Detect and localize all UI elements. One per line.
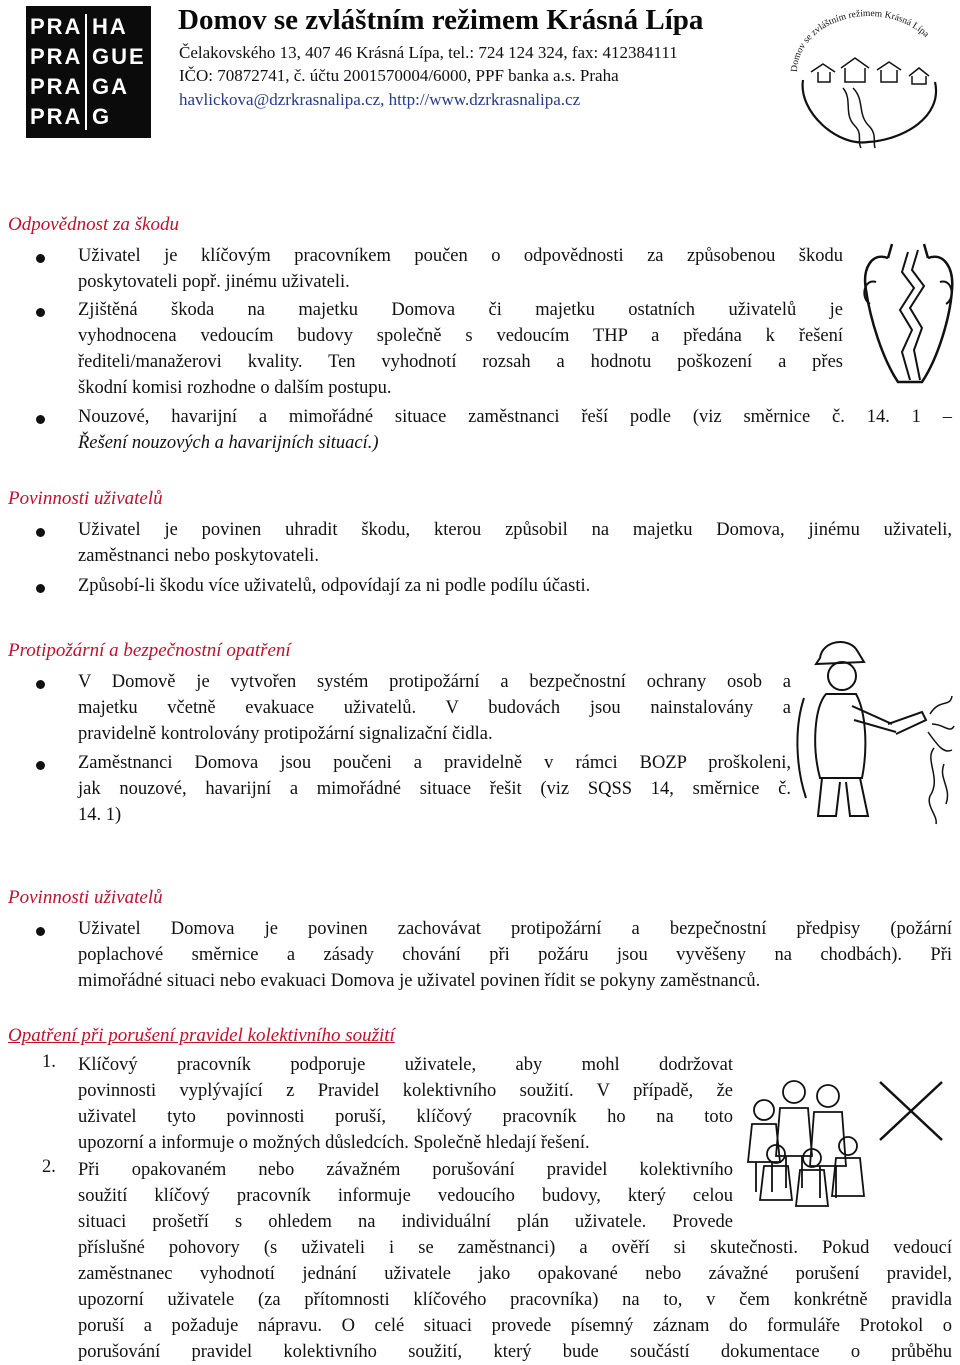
text-line: upozorní a informuje o možných důsledcích. Společně hledají řešení. <box>78 1133 590 1153</box>
ico-line: IČO: 70872741, č. účtu 2001570004/6000, PPF banka a.s. Praha <box>179 66 619 85</box>
bullet-dot <box>36 415 45 424</box>
text-line: poplachové směrnice a zásady chování při požáru jsou vyvěšeny na chodbách). Při <box>78 945 952 965</box>
logo-text: GA <box>92 74 129 99</box>
text-line: situaci prošetří s ohledem na individuální plán uživatele. Provede <box>78 1212 733 1232</box>
text-line: mimořádné situaci nebo evakuaci Domova je uživatel povinen řídit se pokyny zaměstnanců. <box>78 971 761 991</box>
seal-text: Domov se zvláštním režimem Krásná Lípa <box>789 8 931 73</box>
text-line: Způsobí-li škodu více uživatelů, odpovídají za ni podle podílu účasti. <box>78 576 591 596</box>
text-line: zaměstnanci nebo poskytovateli. <box>78 546 319 566</box>
text-line: V Domově je vytvořen systém protipožární a bezpečnostní ochrany osob a <box>78 672 791 692</box>
institution-title: Domov se zvláštním režimem Krásná Lípa <box>178 4 704 36</box>
text-line: řediteli/manažerovi kvality. Ten vyhodnotí rozsah a hodnotu poškození a přes <box>78 352 843 372</box>
text-line: 14. 1) <box>78 805 122 825</box>
text-line: uživatel tyto povinnosti poruší, klíčový pracovník ho na toto <box>78 1107 733 1127</box>
text-line: Nouzové, havarijní a mimořádné situace zaměstnanci řeší podle (viz směrnice č. 14. 1 – <box>78 407 952 427</box>
text-line: soužití klíčový pracovník informuje vedoucího budovy, který celou <box>78 1186 733 1206</box>
logo-text: HA <box>92 14 128 39</box>
text-line: Uživatel je klíčovým pracovníkem poučen o odpovědnosti za způsobenou škodu <box>78 246 843 266</box>
text-line: poruší a požaduje nápravu. O celé situaci provede písemný záznam do formuláře Protokol o <box>78 1316 952 1336</box>
logo-text: PRA <box>30 44 83 69</box>
text-line: Zjištěná škoda na majetku Domova či majetku ostatních uživatelů je <box>78 300 843 320</box>
logo-text: G <box>92 104 112 129</box>
text-line: upozorní uživatele (za přítomnosti klíčového pracovníka) na to, v čem konkrétně pravidla <box>78 1290 952 1310</box>
text-line: poskytovateli popř. jinému uživateli. <box>78 272 350 292</box>
group-of-people-illustration <box>742 1062 954 1212</box>
section-heading-liability: Odpovědnost za škodu <box>8 214 179 235</box>
text-line: Při opakovaném nebo závažném porušování pravidel kolektivního <box>78 1160 733 1180</box>
text-line: příslušné pohovory (s uživateli i se zaměstnanci) a ověří si skutečnosti. Pokud vedoucí <box>78 1238 952 1258</box>
broken-vase-illustration <box>858 238 958 388</box>
bullet-dot <box>36 308 45 317</box>
praha-logo <box>26 6 151 138</box>
contact-line[interactable]: havlickova@dzrkrasnalipa.cz, http://www.dzrkrasnalipa.cz <box>179 90 581 109</box>
logo-text: PRA <box>30 104 83 129</box>
list-number: 2. <box>42 1157 56 1177</box>
section-heading-rule-violations: Opatření při porušení pravidel kolektivního soužití <box>8 1025 395 1046</box>
text-line: Uživatel je povinen uhradit škodu, kterou způsobil na majetku Domova, jinému uživateli, <box>78 520 952 540</box>
text-line: majetku včetně evakuace uživatelů. V budovách jsou nainstalovány a <box>78 698 791 718</box>
bullet-dot <box>36 254 45 263</box>
address-line: Čelakovského 13, 407 46 Krásná Lípa, tel.: 724 124 324, fax: 412384111 <box>179 43 678 62</box>
text-line: Řešení nouzových a havarijních situací.) <box>78 433 379 453</box>
text-line: Zaměstnanci Domova jsou poučeni a pravidelně v rámci BOZP proškoleni, <box>78 753 791 773</box>
text-line: jak nouzové, havarijní a mimořádné situace řešit (viz SQSS 14, směrnice č. <box>78 779 791 799</box>
bullet-dot <box>36 680 45 689</box>
section-heading-user-duties-fire: Povinnosti uživatelů <box>8 887 163 908</box>
bullet-dot <box>36 927 45 936</box>
section-heading-user-duties: Povinnosti uživatelů <box>8 488 163 509</box>
institution-seal <box>783 2 953 152</box>
text-line: vyhodnocena vedoucím budovy společně s vedoucím THP a předána k řešení <box>78 326 843 346</box>
text-line: povinnosti vyplývající z Pravidel kolektivního soužití. V případě, že <box>78 1081 733 1101</box>
bullet-dot <box>36 528 45 537</box>
text-line: Klíčový pracovník podporuje uživatele, aby mohl dodržovat <box>78 1055 733 1075</box>
firefighter-illustration <box>792 628 957 828</box>
logo-text: PRA <box>30 74 83 99</box>
bullet-dot <box>36 584 45 593</box>
bullet-dot <box>36 761 45 770</box>
logo-text: GUE <box>92 44 146 69</box>
text-line: škodní komisi rozhodne o dalším postupu. <box>78 378 392 398</box>
text-line: porušování pravidel kolektivního soužití, který bude součástí dokumentace o průběhu <box>78 1342 952 1362</box>
text-line: pravidelně kontrolovány protipožární signalizační čidla. <box>78 724 493 744</box>
logo-text: PRA <box>30 14 83 39</box>
text-line: zaměstnanec vyhodnotí jednání uživatele jako opakované nebo závažné porušení pravidel, <box>78 1264 952 1284</box>
section-heading-fire-safety: Protipožární a bezpečnostní opatření <box>8 640 291 661</box>
logo-divider <box>85 14 87 130</box>
list-number: 1. <box>42 1052 56 1072</box>
text-line: Uživatel Domova je povinen zachovávat protipožární a bezpečnostní předpisy (požární <box>78 919 952 939</box>
